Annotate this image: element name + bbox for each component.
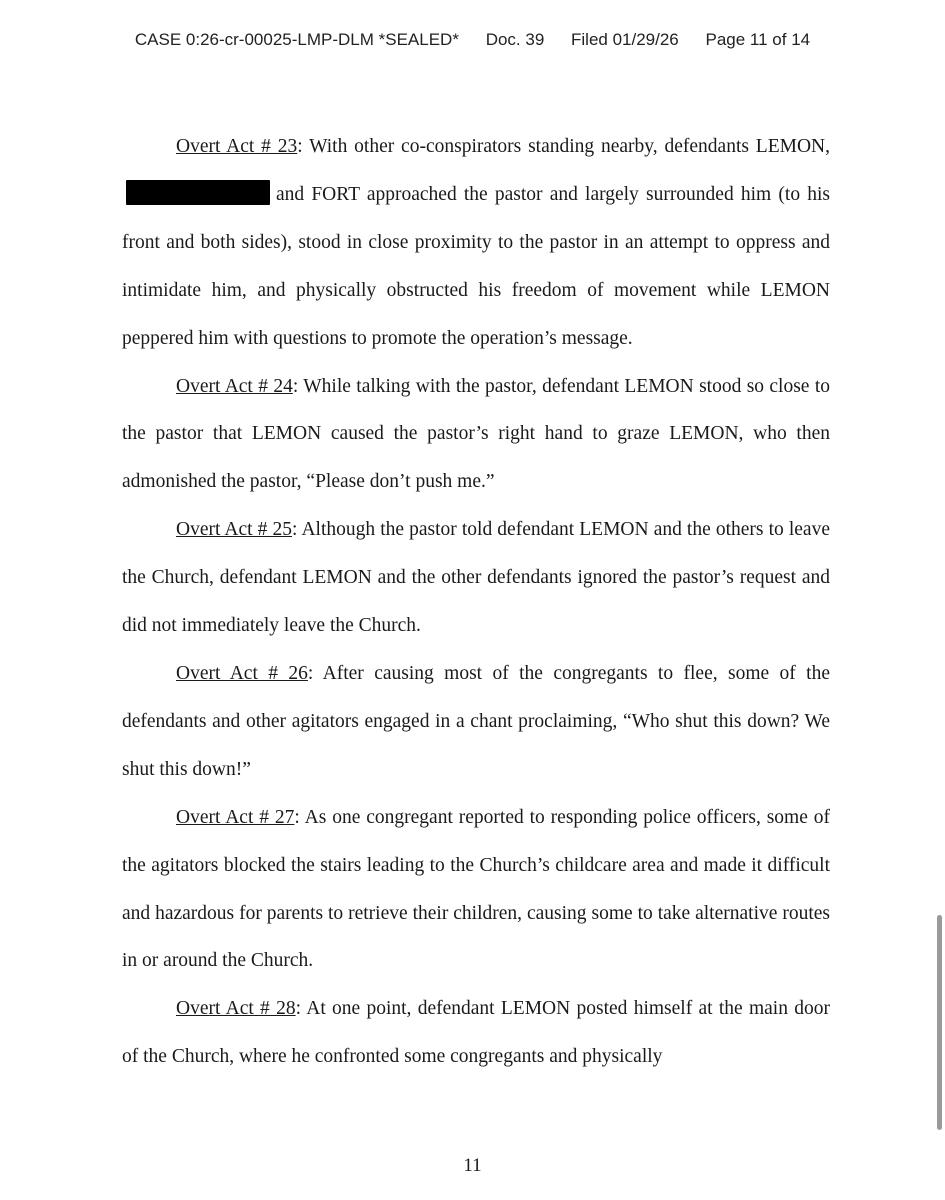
overt-act-28	[122, 985, 830, 1081]
act-text: : At one point, defendant LEMON posted himself at the main door of the Church, where he confronted some congregants and physically	[122, 998, 830, 1068]
overt-act-26	[122, 650, 830, 794]
act-text: and FORT approached the pastor and largely surrounded him (to his front and both sides), stood in close proximity to the pastor in an attempt to oppress and intimidate him, and physically obstructed his freedom of movement while LEMON peppered him with questions to promote the operation’s message.	[122, 183, 830, 349]
document-body	[122, 123, 830, 1081]
act-label: Overt Act # 25	[176, 519, 293, 541]
overt-act-27	[122, 794, 830, 986]
act-text: : Although the pastor told defendant LEMON and the others to leave the Church, defendant LEMON and the other defendants ignored the pastor’s request and did not immediately leave the Church.	[122, 519, 830, 637]
filed-date: Filed 01/29/26	[571, 30, 679, 49]
act-text: : After causing most of the congregants to flee, some of the defendants and other agitators engaged in a chant proclaiming, “Who shut this down? We shut this down!”	[122, 662, 831, 780]
overt-act-25	[122, 506, 830, 650]
page-number: 11	[463, 1155, 482, 1176]
act-label: Overt Act # 23	[176, 136, 298, 157]
scrollbar[interactable]	[937, 915, 942, 1130]
overt-act-24	[122, 363, 830, 507]
redaction-bar	[126, 180, 270, 205]
page-indicator: Page 11 of 14	[705, 30, 811, 49]
act-label: Overt Act # 26	[176, 662, 308, 684]
act-label: Overt Act # 28	[176, 998, 296, 1020]
act-text: : With other co-conspirators standing nearby, defendants LEMON,	[297, 136, 830, 157]
overt-act-23	[122, 123, 830, 363]
act-text: : As one congregant reported to responding police officers, some of the agitators blocked the stairs leading to the Church’s childcare area and made it difficult and hazardous for parents to retrieve their children, causing some to take alternative routes in or around the Church.	[122, 806, 831, 972]
act-label: Overt Act # 27	[176, 806, 295, 828]
act-text: : While talking with the pastor, defendant LEMON stood so close to the pastor that LEMON caused the pastor’s right hand to graze LEMON, who then admonished the pastor, “Please don’t push me.”	[122, 375, 830, 493]
doc-number: Doc. 39	[485, 30, 545, 49]
case-number: CASE 0:26-cr-00025-LMP-DLM *SEALED*	[134, 30, 459, 49]
case-header	[0, 30, 945, 50]
act-label: Overt Act # 24	[176, 375, 293, 397]
